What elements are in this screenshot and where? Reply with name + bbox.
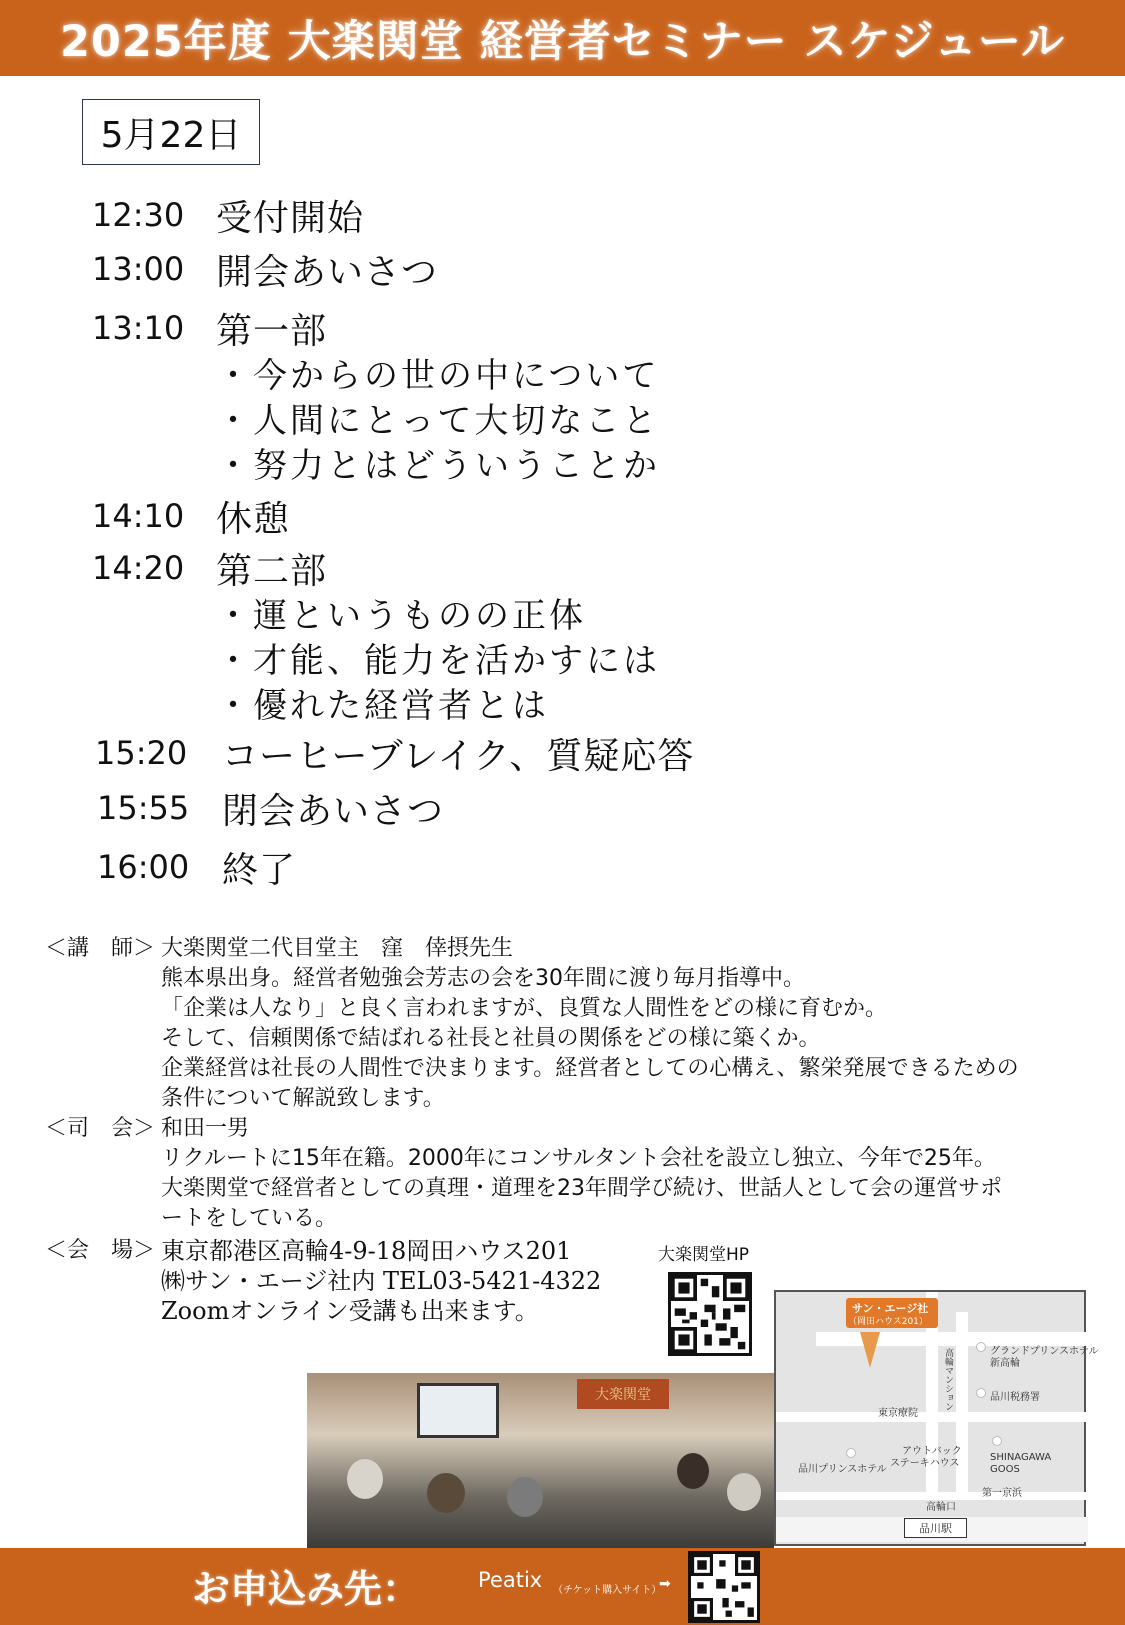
page-title: 2025年度 大楽関堂 経営者セミナー スケジュール	[59, 16, 1065, 67]
map-label: 高輪マンション	[943, 1348, 953, 1411]
venue-marker-sublabel: （岡田ハウス201）	[848, 1317, 928, 1327]
map-dot	[846, 1448, 856, 1458]
schedule-subitem: ・才能、能力を活かすには	[216, 641, 660, 681]
schedule-item: 閉会あいさつ	[222, 791, 445, 832]
map-dot	[976, 1388, 986, 1398]
lecturer-line: そして、信頼関係で結ばれる社長と社員の関係をどの様に築くか。	[161, 1026, 821, 1051]
lecturer-line: 熊本県出身。経営者勉強会芳志の会を30年間に渡り毎月指導中。	[161, 966, 805, 991]
venue-marker-label: サン・エージ社	[852, 1302, 929, 1315]
schedule-item: 終了	[222, 850, 297, 891]
hp-qr-code[interactable]	[668, 1272, 752, 1356]
schedule-subitem: ・運というものの正体	[216, 596, 586, 636]
seminar-photo	[307, 1373, 774, 1549]
apply-label: お申込み先：	[192, 1567, 421, 1611]
lecturer-name: 大楽関堂二代目堂主 窪 倖摂先生	[161, 936, 514, 961]
header-bar	[0, 0, 1125, 76]
map-station-label: 品川駅	[904, 1518, 967, 1538]
map-label: SHINAGAWA	[990, 1452, 1052, 1463]
venue-address: 東京都港区高輪4-9-18岡田ハウス201	[161, 1237, 572, 1265]
schedule-item: 第一部	[216, 311, 328, 352]
peatix-qr-code[interactable]	[688, 1551, 760, 1623]
photo-person	[727, 1473, 761, 1511]
map-label: 第一京浜	[982, 1488, 1022, 1499]
host-line: 大楽関堂で経営者としての真理・道理を23年間学び続け、世話人として会の運営サポ	[161, 1176, 1003, 1201]
map-dot	[976, 1342, 986, 1352]
peatix-note: （チケット購入サイト）	[553, 1585, 662, 1596]
schedule-subitem: ・人間にとって大切なこと	[216, 401, 660, 441]
schedule-item: 受付開始	[216, 198, 365, 239]
schedule-time: 15:20	[95, 734, 188, 772]
schedule-time: 13:00	[92, 250, 185, 288]
host-tag: ＜司 会＞	[45, 1116, 156, 1141]
arrow-right-icon: ➡	[659, 1576, 671, 1592]
map-label: グランドプリンスホテル	[990, 1346, 1099, 1357]
schedule-item: コーヒーブレイク、質疑応答	[222, 736, 695, 777]
map-pin-icon	[860, 1332, 880, 1368]
schedule-time: 13:10	[92, 309, 185, 347]
photo-screen	[417, 1383, 499, 1438]
map-label: ステーキハウス	[890, 1458, 960, 1469]
map-label: 品川プリンスホテル	[798, 1464, 887, 1475]
host-name: 和田一男	[161, 1116, 250, 1141]
footer-bar	[0, 1548, 1125, 1625]
schedule-time: 14:10	[92, 497, 185, 535]
qr-pattern-icon	[691, 1554, 757, 1620]
host-line: ートをしている。	[161, 1206, 338, 1231]
lecturer-line: 条件について解説致します。	[161, 1086, 445, 1111]
peatix-link[interactable]: Peatix	[478, 1568, 543, 1592]
map-dot	[992, 1436, 1002, 1446]
lecturer-line: 「企業は人なり」と良く言われますが、良質な人間性をどの様に育むか。	[161, 996, 888, 1021]
photo-plaque: 大楽関堂	[577, 1379, 669, 1409]
host-line: リクルートに15年在籍。2000年にコンサルタント会社を設立し独立、今年で25年。	[161, 1146, 996, 1171]
venue-marker	[846, 1298, 938, 1328]
schedule-item: 休憩	[216, 499, 291, 540]
photo-person	[347, 1459, 383, 1499]
qr-pattern-icon	[671, 1275, 749, 1353]
schedule-time: 12:30	[92, 196, 185, 234]
lecturer-tag: ＜講 師＞	[45, 936, 156, 961]
schedule-item: 第二部	[216, 551, 328, 592]
map-road	[776, 1412, 1088, 1422]
venue-company: ㈱サン・エージ社内 TEL03-5421-4322	[161, 1267, 602, 1295]
schedule-item: 開会あいさつ	[216, 252, 439, 293]
schedule-subitem: ・今からの世の中について	[216, 356, 660, 396]
schedule-subitem: ・努力とはどういうことか	[216, 446, 660, 486]
photo-person	[677, 1453, 709, 1489]
map-label: 品川税務署	[990, 1392, 1040, 1403]
schedule-time: 14:20	[92, 549, 185, 587]
hp-label: 大楽関堂HP	[658, 1245, 750, 1265]
schedule-time: 16:00	[97, 848, 190, 886]
photo-person	[507, 1477, 543, 1517]
lecturer-line: 企業経営は社長の人間性で決まります。経営者としての心構え、繁栄発展できるための	[161, 1056, 1019, 1081]
map-label: アウトバック	[902, 1446, 962, 1457]
venue-map	[774, 1290, 1099, 1546]
photo-person	[427, 1473, 465, 1513]
schedule-time: 15:55	[97, 789, 190, 827]
schedule-subitem: ・優れた経営者とは	[216, 686, 549, 726]
map-label: 新高輪	[990, 1358, 1020, 1369]
map-label: 東京療院	[878, 1408, 918, 1419]
event-date: 5月22日	[82, 99, 260, 165]
venue-tag: ＜会 場＞	[45, 1238, 156, 1263]
map-label: 高輪口	[926, 1502, 956, 1513]
venue-online: Zoomオンライン受講も出来ます。	[161, 1297, 539, 1325]
map-label: GOOS	[990, 1464, 1020, 1475]
